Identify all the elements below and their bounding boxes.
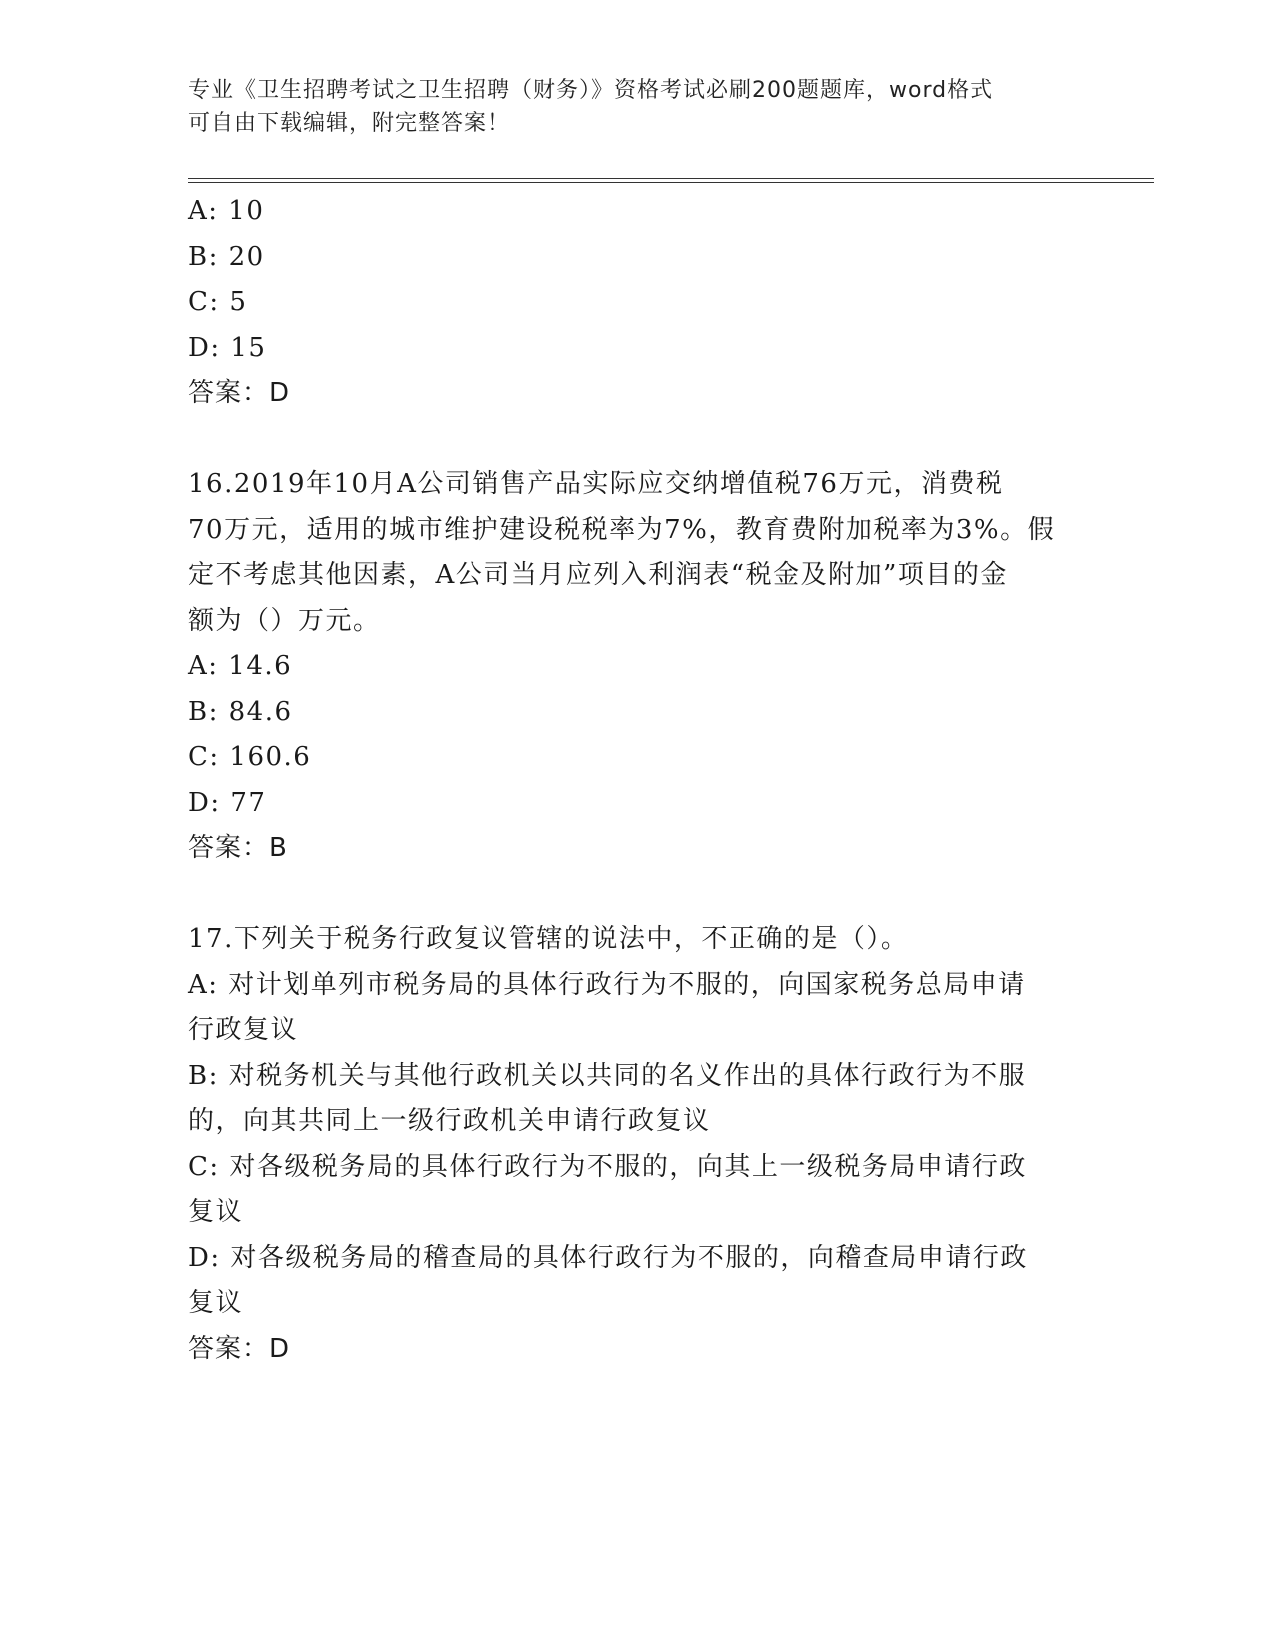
option-b-continued: 的，向其共同上一级行政机关申请行政复议 [188,1106,711,1136]
option-b: B: 20 [188,241,265,272]
question-text-line: 16.2019年10月A公司销售产品实际应交纳增值税76万元，消费税 [188,469,1004,499]
question-text-line: 定不考虑其他因素，A公司当月应列入利润表“税金及附加”项目的金 [188,560,1008,590]
option-a: A: 14.6 [188,651,293,681]
option-a: A: 对计划单列市税务局的具体行政行为不服的，向国家税务总局申请 [188,969,1026,1000]
header-divider-top [188,178,1154,179]
question-16 [188,462,1088,872]
question-content [188,189,1088,1372]
answer-line: 答案：D [188,378,291,408]
document-header [188,74,1078,140]
option-d: D: 15 [188,332,267,363]
question-17 [188,917,1088,1372]
option-d: D: 对各级税务局的稽查局的具体行政行为不服的，向稽查局申请行政 [188,1242,1028,1273]
option-a-continued: 行政复议 [188,1015,299,1045]
question-15 [188,189,1088,417]
question-text-line: 额为（）万元。 [188,605,381,636]
option-c: C: 160.6 [188,742,312,772]
question-text-line: 17.下列关于税务行政复议管辖的说法中，不正确的是（）。 [188,924,909,954]
option-d-continued: 复议 [188,1288,244,1318]
question-text-line: 70万元，适用的城市维护建设税税率为7%，教育费附加税率为3%。假 [188,514,1056,545]
option-b: B: 84.6 [188,696,293,727]
option-a: A: 10 [188,196,265,226]
answer-line: 答案：B [188,833,288,863]
option-b: B: 对税务机关与其他行政机关以共同的名义作出的具体行政行为不服 [188,1060,1027,1091]
option-c: C: 5 [188,287,248,317]
header-line-1: 专业《卫生招聘考试之卫生招聘（财务）》资格考试必刷200题题库，word格式 [188,78,994,103]
header-line-2: 可自由下载编辑，附完整答案！ [188,111,511,136]
header-divider-bottom [188,182,1154,183]
option-c-continued: 复议 [188,1197,244,1227]
option-c: C: 对各级税务局的具体行政行为不服的，向其上一级税务局申请行政 [188,1151,1027,1182]
answer-line: 答案：D [188,1333,291,1364]
option-d: D: 77 [188,787,267,818]
